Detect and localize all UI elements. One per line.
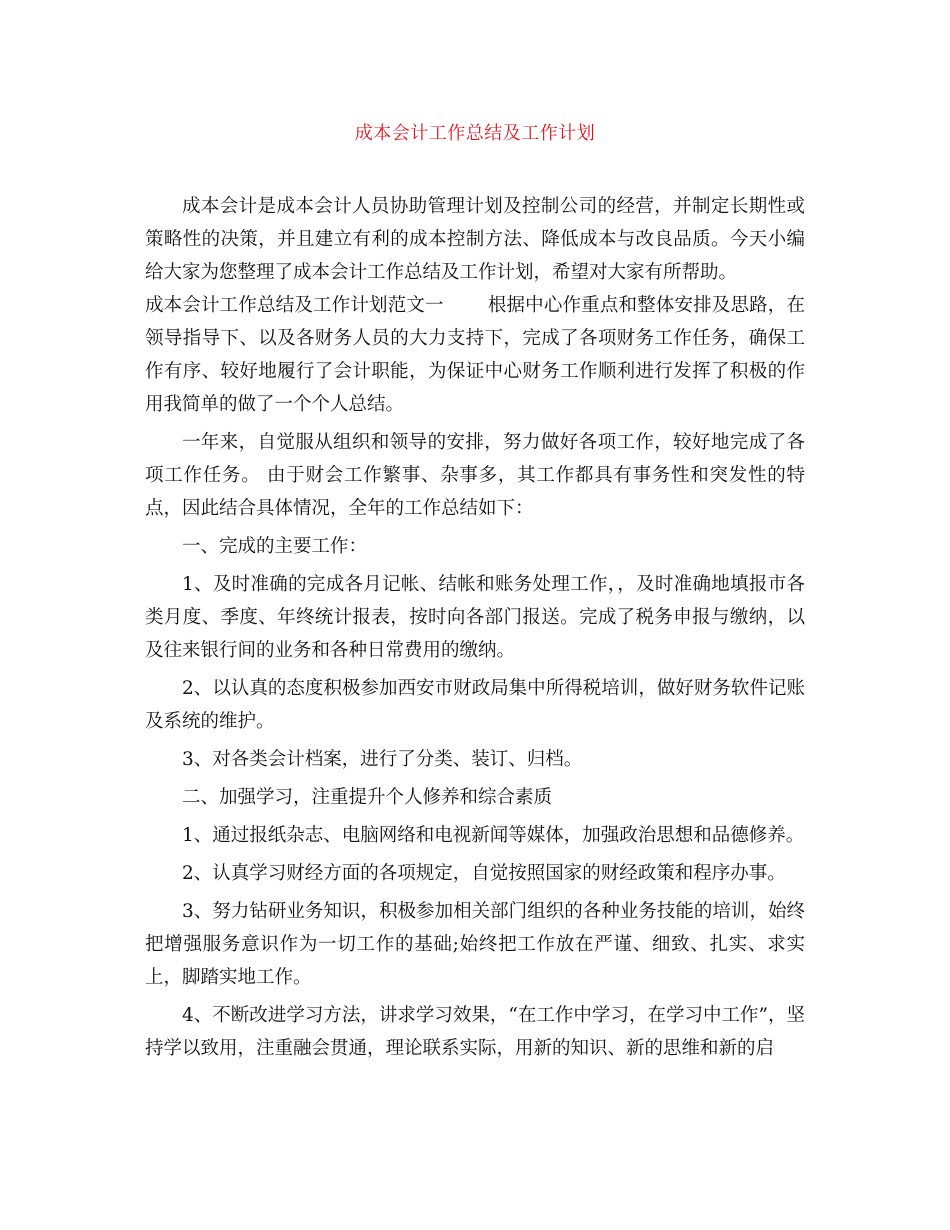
section2-item: 2、认真学习财经方面的各项规定，自觉按照国家的财经政策和程序办事。 [182, 863, 786, 884]
year-summary-paragraph: 一年来，自觉服从组织和领导的安排，努力做好各项工作，较好地完成了各项工作任务。 由于财会工作繁事、杂事多，其工作都具有事务性和突发性的特点，因此结合具体情况，全年的工作总结如下： [145, 432, 805, 519]
section2-item: 1、通过报纸杂志、电脑网络和电视新闻等媒体，加强政治思想和品德修养。 [182, 825, 805, 846]
section1-item: 1、及时准确的完成各月记帐、结帐和账务处理工作，，及时准确地填报市各类月度、季度、年终统计报表，按时向各部门报送。完成了税务申报与缴纳，以及往来银行间的业务和各种日常费用的缴纳。 [145, 574, 805, 661]
section1-item: 3、对各类会计档案，进行了分类、装订、归档。 [182, 749, 583, 770]
section1-item: 2、以认真的态度积极参加西安市财政局集中所得税培训，做好财务软件记账及系统的维护。 [145, 678, 805, 732]
document-title: 成本会计工作总结及工作计划 [354, 123, 596, 144]
sample-heading: 成本会计工作总结及工作计划范文一 [145, 295, 444, 316]
sample-text: 根据中心作重点和整体安排及思路，在领导指导下、以及各财务人员的大力支持下，完成了各项财务工作任务，确保工作有序、较好地履行了会计职能，为保证中心财务工作顺利进行发挥了积极的作用我简单的做了一个个人总结。 [145, 295, 805, 415]
section2-item: 3、努力钻研业务知识，积极参加相关部门组织的各种业务技能的培训，始终把增强服务意识作为一切工作的基础;始终把工作放在严谨、细致、扎实、求实上，脚踏实地工作。 [145, 901, 805, 988]
section2-item: 4、不断改进学习方法，讲求学习效果，“在工作中学习，在学习中工作”，坚持学以致用，注重融会贯通，理论联系实际，用新的知识、新的思维和新的启 [145, 1005, 805, 1059]
sample-paragraph [145, 289, 805, 421]
section1-heading: 一、完成的主要工作： [182, 536, 368, 557]
section2-heading: 二、加强学习，注重提升个人修养和综合素质 [182, 787, 553, 808]
intro-paragraph: 成本会计是成本会计人员协助管理计划及控制公司的经营，并制定长期性或策略性的决策，并且建立有利的成本控制方法、降低成本与改良品质。今天小编给大家为您整理了成本会计工作总结及工作计划，希望对大家有所帮助。 [145, 196, 805, 283]
document-page [145, 118, 805, 1070]
